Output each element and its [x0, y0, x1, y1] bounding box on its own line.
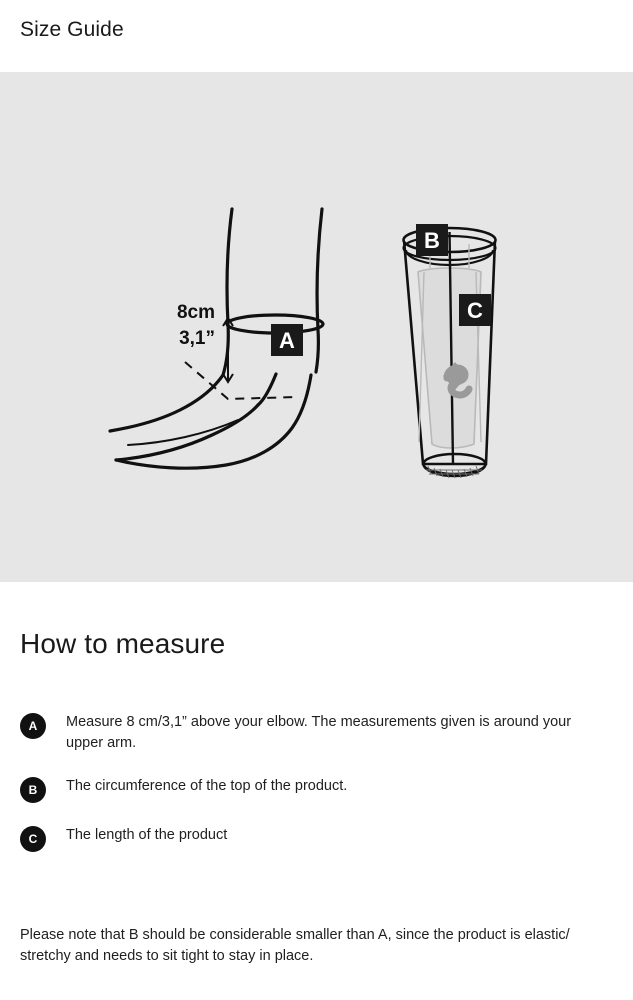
marker-c-label: C	[467, 298, 483, 323]
step-text-c: The length of the product	[66, 827, 228, 844]
page-title: Size Guide	[20, 18, 124, 41]
size-guide-illustration	[0, 72, 633, 582]
step-text-b: The circumference of the top of the product.	[66, 778, 348, 795]
marker-a	[271, 324, 303, 356]
list-item	[20, 712, 615, 754]
measure-label-inch: 3,1”	[179, 328, 215, 349]
marker-b	[416, 224, 448, 256]
measure-label-cm: 8cm	[176, 302, 215, 323]
measure-steps-list	[20, 712, 615, 874]
step-badge-c: C	[20, 826, 46, 852]
list-item	[20, 776, 615, 803]
marker-c	[459, 294, 491, 326]
marker-b-label: B	[424, 228, 440, 253]
size-guide-note: Please note that B should be considerable smaller than A, since the product is elastic/ stretchy and needs to sit tight to stay in place.	[20, 927, 570, 965]
step-text-a: Measure 8 cm/3,1” above your elbow. The measurements given is around your upper arm.	[66, 714, 572, 752]
step-badge-a: A	[20, 713, 46, 739]
list-item	[20, 825, 615, 852]
illustration-panel	[0, 72, 633, 582]
step-badge-b: B	[20, 777, 46, 803]
marker-a-label: A	[279, 328, 295, 353]
section-heading-how-to-measure: How to measure	[20, 628, 226, 659]
elbow-dashed-line	[185, 362, 296, 399]
sleeve-diagram	[404, 224, 496, 478]
